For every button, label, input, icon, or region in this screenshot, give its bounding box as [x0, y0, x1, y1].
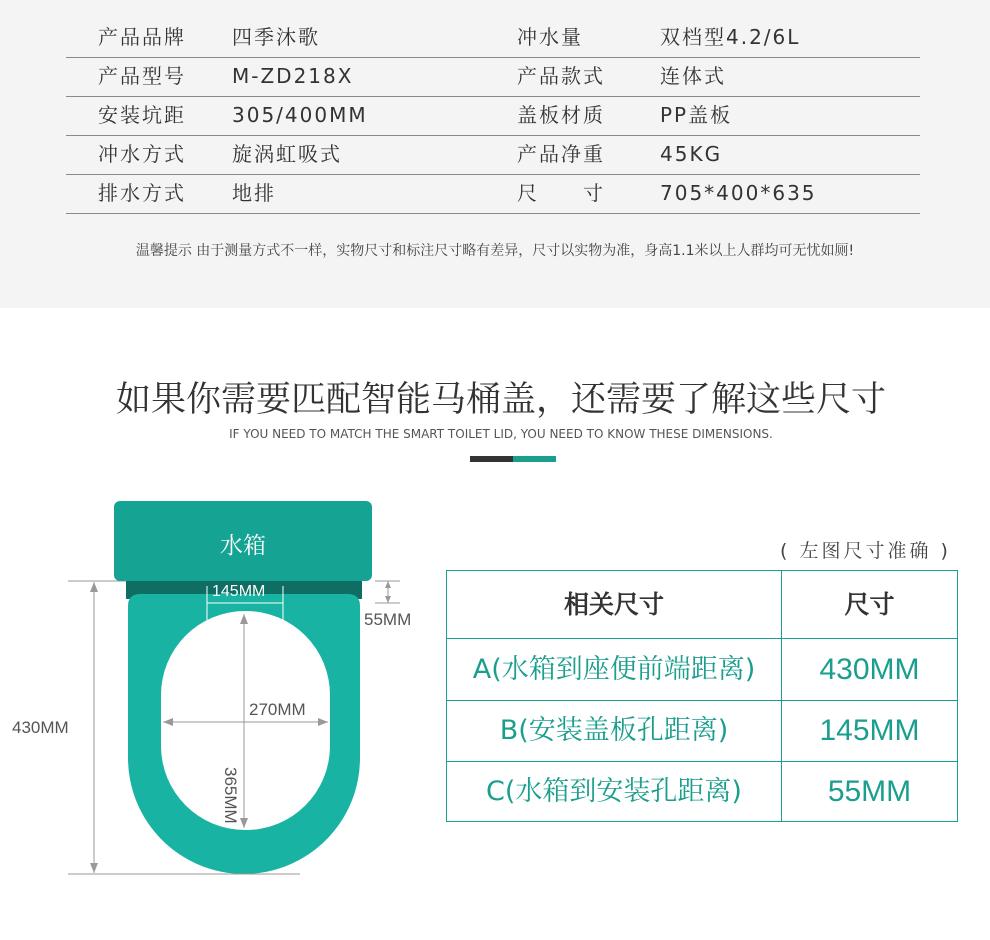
spec-value: 四季沐歌 [232, 25, 320, 49]
spec-label: 产品款式 [517, 64, 605, 88]
spec-value: M-ZD218X [232, 64, 354, 88]
table-cell-label: C(水箱到安装孔距离) [447, 762, 782, 821]
spec-row [66, 174, 920, 214]
spec-row [66, 57, 920, 97]
table-row [447, 639, 957, 701]
dim-label-145: 145MM [212, 583, 266, 600]
spec-label: 产品净重 [517, 142, 605, 166]
spec-label: 产品型号 [98, 64, 186, 88]
spec-value: 双档型4.2/6L [660, 25, 801, 49]
table-header-cell: 尺寸 [844, 590, 895, 619]
table-cell-value: 145MM [819, 714, 920, 747]
dimensions-table [446, 570, 958, 822]
spec-row [66, 18, 920, 58]
spec-row [66, 135, 920, 175]
toilet-seat-diagram [0, 490, 440, 890]
spec-value: 45KG [660, 142, 723, 166]
spec-value: 305/400MM [232, 103, 368, 127]
table-cell-value: 55MM [827, 775, 912, 808]
table-cell-label: B(安装盖板孔距离) [447, 701, 782, 761]
table-row [447, 701, 957, 762]
table-header-cell: 相关尺寸 [447, 571, 782, 638]
spec-value: 705*400*635 [660, 181, 817, 205]
warm-notice: 温馨提示 由于测量方式不一样，实物尺寸和标注尺寸略有差异，尺寸以实物为准，身高1.1米以上人群均可无忧如厕! [135, 243, 855, 259]
dim-label-365: 365MM [221, 767, 240, 824]
spec-value: 旋涡虹吸式 [232, 142, 342, 166]
table-cell-label: A(水箱到座便前端距离) [447, 639, 782, 700]
table-row [447, 762, 957, 821]
spec-value: PP盖板 [660, 103, 733, 127]
dim-label-270: 270MM [249, 700, 306, 719]
spec-label: 产品品牌 [98, 25, 186, 49]
section-headline: 如果你需要匹配智能马桶盖，还需要了解这些尺寸 [115, 380, 886, 420]
table-cell-value: 430MM [819, 653, 920, 686]
specs-panel [0, 0, 990, 308]
spec-value: 连体式 [660, 64, 726, 88]
seat-opening [161, 611, 330, 830]
spec-label: 排水方式 [98, 181, 186, 205]
spec-label: 盖板材质 [517, 103, 605, 127]
section-subhead: IF YOU NEED TO MATCH THE SMART TOILET LID, YOU NEED TO KNOW THESE DIMENSIONS. [229, 427, 773, 441]
water-tank-label: 水箱 [220, 533, 266, 559]
dim-label-55: 55MM [364, 610, 412, 629]
spec-label: 冲水量 [517, 25, 583, 49]
spec-label: 尺 寸 [517, 181, 605, 205]
headline-divider-teal [513, 456, 556, 462]
dim-label-430: 430MM [12, 718, 69, 737]
accuracy-note: ( 左图尺寸准确 ) [780, 540, 951, 562]
spec-value: 地排 [232, 181, 276, 205]
headline-divider-dark [470, 456, 513, 462]
spec-label: 安装坑距 [98, 103, 186, 127]
spec-row [66, 96, 920, 136]
table-header-row [447, 571, 957, 639]
spec-label: 冲水方式 [98, 142, 186, 166]
